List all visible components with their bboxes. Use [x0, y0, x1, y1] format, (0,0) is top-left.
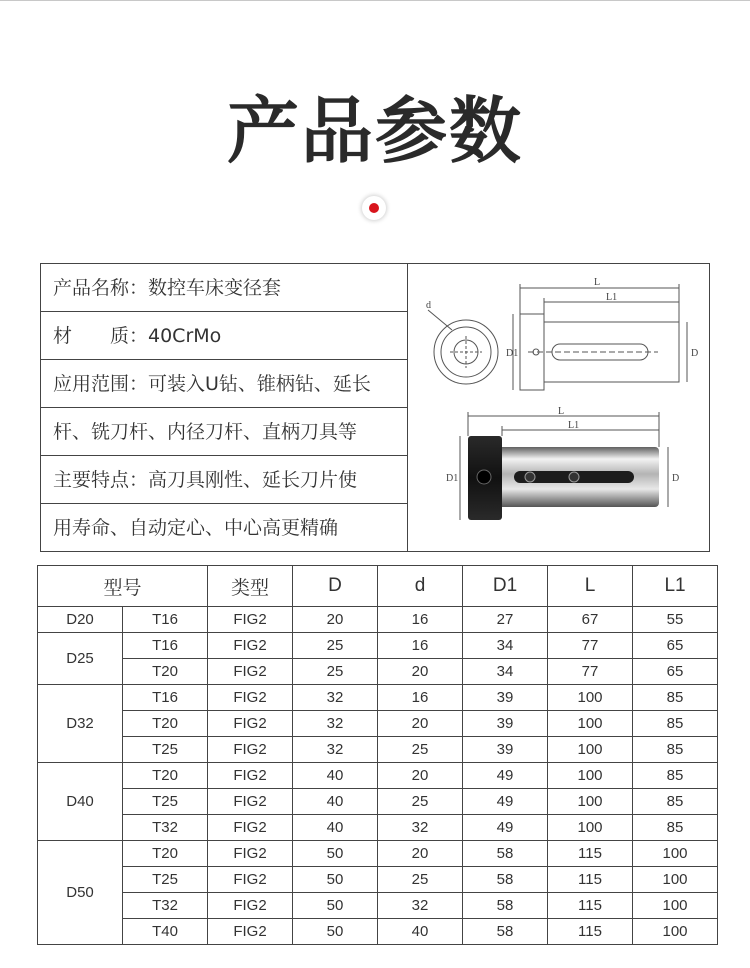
d-cell: 16 [378, 633, 463, 659]
L1-cell: 100 [633, 919, 718, 945]
D1-cell: 49 [463, 763, 548, 789]
D1-cell: 34 [463, 659, 548, 685]
model-cell: D32 [38, 685, 123, 763]
L1-cell: 85 [633, 685, 718, 711]
D-cell: 40 [293, 789, 378, 815]
D-cell: 25 [293, 633, 378, 659]
L1-cell: 85 [633, 737, 718, 763]
model-cell: D40 [38, 763, 123, 841]
size-cell: T20 [123, 659, 208, 685]
L-cell: 115 [548, 841, 633, 867]
table-row [38, 633, 718, 659]
info-product-name: 产品名称：数控车床变径套 [41, 264, 407, 312]
model-cell: D20 [38, 607, 123, 633]
D1-cell: 58 [463, 893, 548, 919]
product-info-box [40, 263, 710, 552]
L-cell: 115 [548, 893, 633, 919]
header-model: 型号 [38, 566, 208, 607]
size-cell: T40 [123, 919, 208, 945]
table-row [38, 867, 718, 893]
L1-cell: 100 [633, 867, 718, 893]
L-cell: 115 [548, 867, 633, 893]
table-row [38, 711, 718, 737]
type-cell: FIG2 [208, 607, 293, 633]
d-cell: 20 [378, 711, 463, 737]
D1-cell: 39 [463, 685, 548, 711]
size-cell: T16 [123, 607, 208, 633]
table-row [38, 763, 718, 789]
L1-cell: 100 [633, 893, 718, 919]
info-application-line1: 应用范围：可装入U钻、锥柄钻、延长 [41, 360, 407, 408]
table-header-row [38, 566, 718, 607]
table-row [38, 659, 718, 685]
d-cell: 16 [378, 607, 463, 633]
table-row [38, 685, 718, 711]
type-cell: FIG2 [208, 815, 293, 841]
table-row [38, 607, 718, 633]
type-cell: FIG2 [208, 659, 293, 685]
L-cell: 100 [548, 763, 633, 789]
D-cell: 32 [293, 737, 378, 763]
size-cell: T20 [123, 711, 208, 737]
header-d: d [378, 566, 463, 607]
size-cell: T32 [123, 893, 208, 919]
D1-cell: 49 [463, 789, 548, 815]
spec-table [37, 565, 718, 945]
d-cell: 20 [378, 763, 463, 789]
type-cell: FIG2 [208, 867, 293, 893]
dim-label-D1-bottom: D1 [446, 473, 459, 484]
type-cell: FIG2 [208, 893, 293, 919]
product-diagram [408, 264, 709, 551]
L1-cell: 65 [633, 659, 718, 685]
size-cell: T25 [123, 789, 208, 815]
dim-label-L-top: L [594, 277, 601, 288]
type-cell: FIG2 [208, 841, 293, 867]
info-application-line2: 杆、铣刀杆、内径刀杆、直柄刀具等 [41, 408, 407, 456]
size-cell: T25 [123, 867, 208, 893]
D-cell: 32 [293, 711, 378, 737]
d-cell: 20 [378, 659, 463, 685]
L-cell: 100 [548, 815, 633, 841]
D-cell: 50 [293, 841, 378, 867]
model-cell: D50 [38, 841, 123, 945]
model-cell: D25 [38, 633, 123, 685]
info-material: 材 质：40CrMo [41, 312, 407, 360]
type-cell: FIG2 [208, 789, 293, 815]
D1-cell: 58 [463, 841, 548, 867]
table-row [38, 841, 718, 867]
L1-cell: 85 [633, 763, 718, 789]
table-row [38, 893, 718, 919]
header-type: 类型 [208, 566, 293, 607]
D-cell: 50 [293, 893, 378, 919]
dim-label-L-bottom: L [558, 406, 565, 417]
D-cell: 40 [293, 815, 378, 841]
L1-cell: 85 [633, 815, 718, 841]
info-features-line1: 主要特点：高刀具刚性、延长刀片使 [41, 456, 407, 504]
D1-cell: 58 [463, 867, 548, 893]
product-photo [468, 436, 659, 520]
size-cell: T20 [123, 841, 208, 867]
red-dot-icon [362, 196, 386, 220]
table-row [38, 815, 718, 841]
d-cell: 25 [378, 789, 463, 815]
table-row [38, 789, 718, 815]
dim-label-d: d [426, 300, 431, 311]
L-cell: 77 [548, 659, 633, 685]
dim-label-L1-bottom: L1 [568, 420, 580, 431]
D1-cell: 39 [463, 711, 548, 737]
L-cell: 100 [548, 685, 633, 711]
D-cell: 50 [293, 919, 378, 945]
type-cell: FIG2 [208, 763, 293, 789]
d-cell: 32 [378, 815, 463, 841]
table-row [38, 737, 718, 763]
header-L1: L1 [633, 566, 718, 607]
L1-cell: 85 [633, 789, 718, 815]
size-cell: T16 [123, 685, 208, 711]
d-cell: 20 [378, 841, 463, 867]
dim-label-D-bottom: D [672, 473, 680, 484]
D-cell: 50 [293, 867, 378, 893]
size-cell: T25 [123, 737, 208, 763]
page-title: 产品参数 [226, 89, 523, 173]
dim-label-D1-top: D1 [506, 348, 519, 359]
header-L: L [548, 566, 633, 607]
technical-drawing [428, 284, 687, 390]
D-cell: 20 [293, 607, 378, 633]
d-cell: 16 [378, 685, 463, 711]
header-D: D [293, 566, 378, 607]
D1-cell: 34 [463, 633, 548, 659]
L-cell: 67 [548, 607, 633, 633]
type-cell: FIG2 [208, 737, 293, 763]
type-cell: FIG2 [208, 919, 293, 945]
L-cell: 100 [548, 737, 633, 763]
top-divider [0, 0, 750, 1]
size-cell: T20 [123, 763, 208, 789]
D1-cell: 27 [463, 607, 548, 633]
d-cell: 40 [378, 919, 463, 945]
dim-label-L1-top: L1 [606, 292, 618, 303]
L-cell: 100 [548, 789, 633, 815]
L1-cell: 65 [633, 633, 718, 659]
L1-cell: 100 [633, 841, 718, 867]
D1-cell: 58 [463, 919, 548, 945]
product-info-text [41, 264, 408, 551]
type-cell: FIG2 [208, 685, 293, 711]
d-cell: 32 [378, 893, 463, 919]
d-cell: 25 [378, 737, 463, 763]
D-cell: 40 [293, 763, 378, 789]
table-row [38, 919, 718, 945]
size-cell: T32 [123, 815, 208, 841]
header-D1: D1 [463, 566, 548, 607]
L1-cell: 85 [633, 711, 718, 737]
L-cell: 115 [548, 919, 633, 945]
d-cell: 25 [378, 867, 463, 893]
L1-cell: 55 [633, 607, 718, 633]
L-cell: 100 [548, 711, 633, 737]
D1-cell: 49 [463, 815, 548, 841]
L-cell: 77 [548, 633, 633, 659]
info-features-line2: 用寿命、自动定心、中心高更精确 [53, 517, 339, 539]
size-cell: T16 [123, 633, 208, 659]
dim-label-D-top: D [691, 348, 699, 359]
D-cell: 25 [293, 659, 378, 685]
D1-cell: 39 [463, 737, 548, 763]
type-cell: FIG2 [208, 711, 293, 737]
D-cell: 32 [293, 685, 378, 711]
type-cell: FIG2 [208, 633, 293, 659]
